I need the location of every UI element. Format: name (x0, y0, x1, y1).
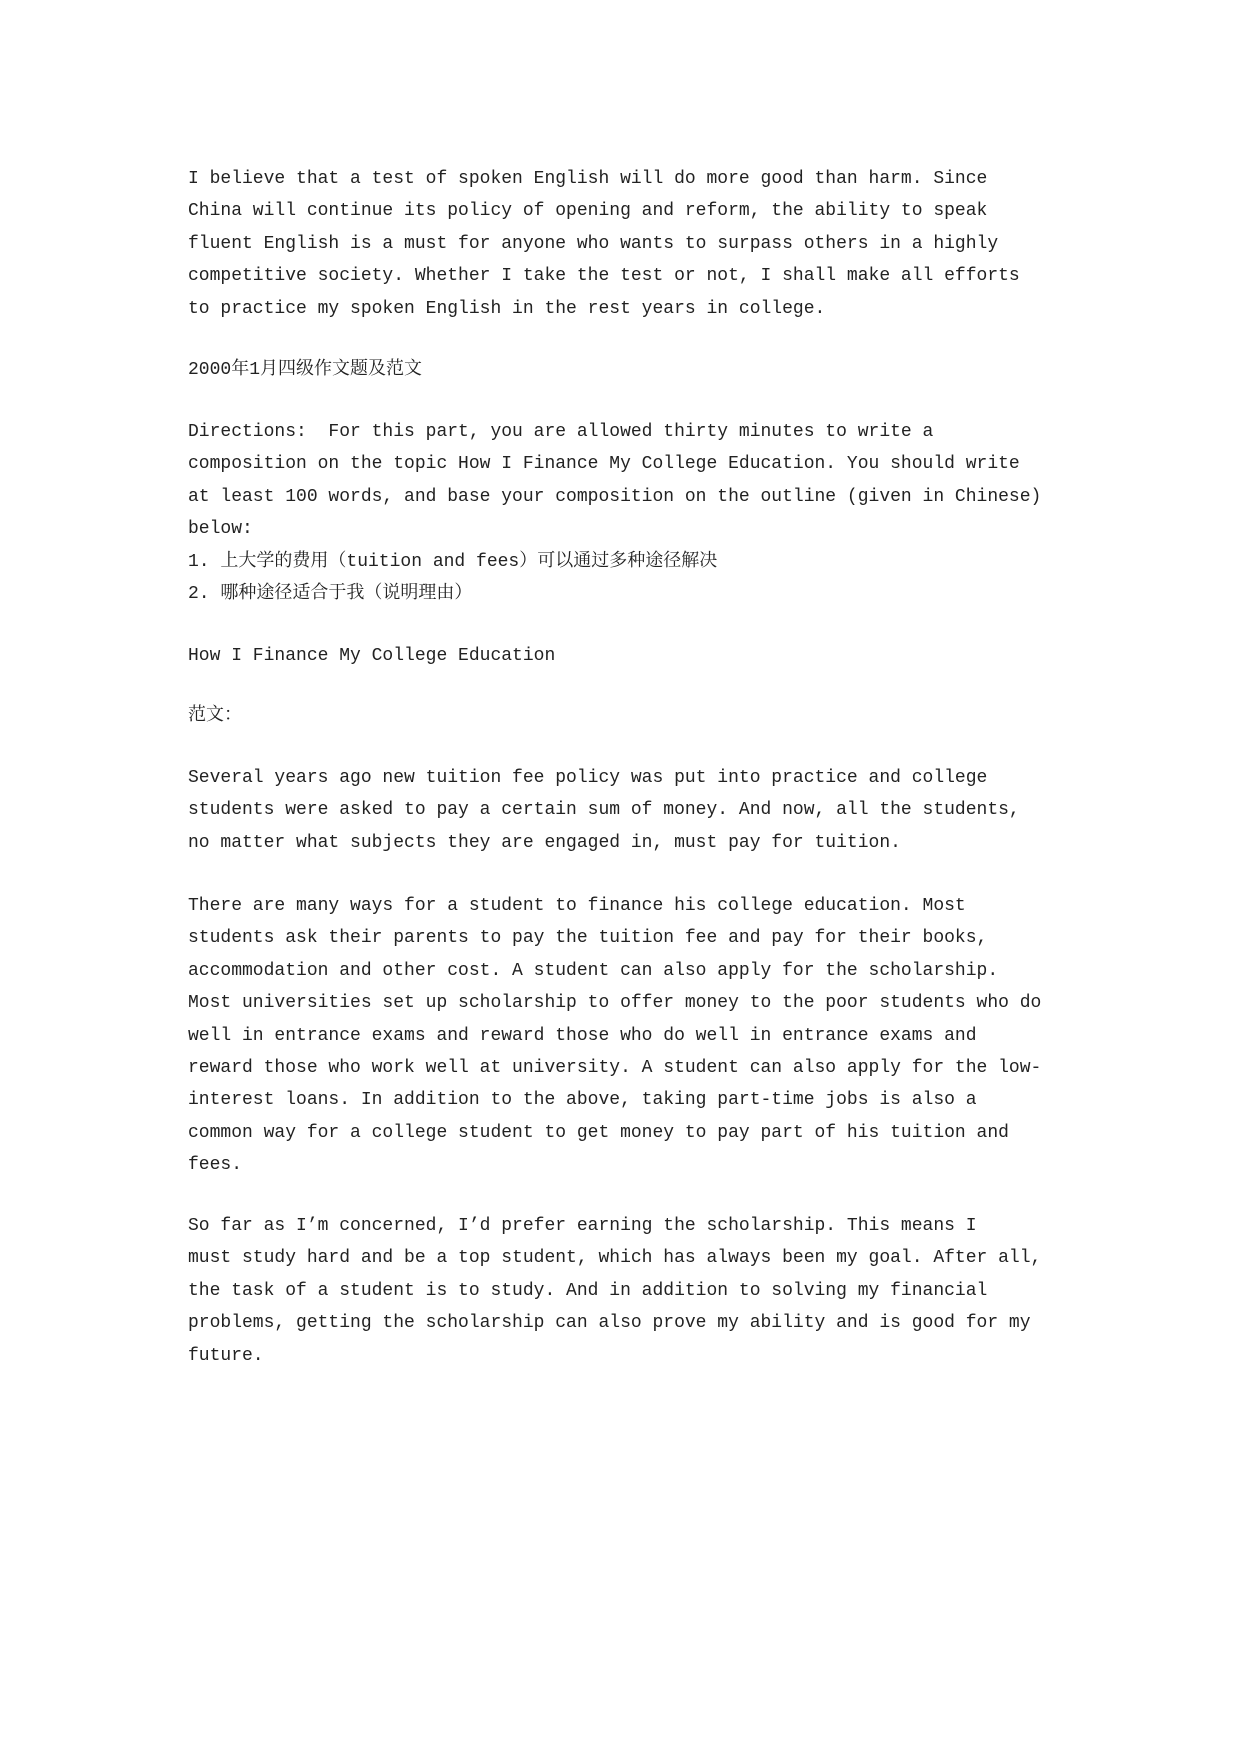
text-line: 范文： (188, 706, 242, 726)
text-line: future. (188, 1345, 264, 1366)
text-line: Directions: For this part, you are allowed thirty minutes to write a (188, 422, 934, 442)
text-line: 2000年1月四级作文题及范文 (188, 360, 423, 380)
text-line: So far as I’m concerned, I’d prefer earning the scholarship. This means I (188, 1216, 977, 1236)
text-line: no matter what subjects they are engaged in, must pay for tuition. (188, 832, 901, 853)
text-line: students ask their parents to pay the tuition fee and pay for their books, (188, 928, 988, 949)
text-line: competitive society. Whether I take the test or not, I shall make all efforts (188, 266, 1020, 287)
directions (188, 416, 1088, 610)
text-line: interest loans. In addition to the above, taking part-time jobs is also a (188, 1090, 977, 1111)
text-line: the task of a student is to study. And in addition to solving my financial (188, 1280, 988, 1301)
essay-paragraph-2 (188, 890, 1088, 1182)
text-line: How I Finance My College Education (188, 646, 556, 666)
text-line: below: (188, 519, 253, 540)
text-line: students were asked to pay a certain sum of money. And now, all the students, (188, 800, 1020, 821)
text-line: Several years ago new tuition fee policy was put into practice and college (188, 768, 988, 788)
essay-paragraph-1 (188, 762, 1088, 859)
text-line: composition on the topic How I Finance My College Education. You should write (188, 454, 1020, 475)
text-line: must study hard and be a top student, which has always been my goal. After all, (188, 1248, 1042, 1269)
essay-paragraph-3 (188, 1210, 1088, 1372)
sample-label (188, 700, 1088, 732)
text-line: China will continue its policy of opening and reform, the ability to speak (188, 201, 988, 222)
text-line: well in entrance exams and reward those who do well in entrance exams and (188, 1025, 977, 1046)
text-line: 1. 上大学的费用（tuition and fees）可以通过多种途径解决 (188, 551, 718, 572)
text-line: fees. (188, 1155, 243, 1176)
text-line: Most universities set up scholarship to offer money to the poor students who do (188, 993, 1042, 1014)
text-line: common way for a college student to get money to pay part of his tuition and (188, 1122, 1009, 1143)
text-line: There are many ways for a student to finance his college education. Most (188, 896, 966, 916)
text-line: 2. 哪种途径适合于我（说明理由） (188, 583, 473, 604)
text-line: at least 100 words, and base your composition on the outline (given in Chinese) (188, 486, 1042, 507)
essay-title (188, 640, 1088, 672)
text-line: accommodation and other cost. A student can also apply for the scholarship. (188, 960, 999, 981)
text-line: fluent English is a must for anyone who wants to surpass others in a highly (188, 233, 999, 254)
text-line: to practice my spoken English in the rest years in college. (188, 298, 826, 319)
text-line: I believe that a test of spoken English will do more good than harm. Since (188, 169, 988, 189)
section-heading (188, 354, 1088, 386)
conclusion-previous (188, 163, 1088, 325)
text-line: problems, getting the scholarship can also prove my ability and is good for my (188, 1313, 1031, 1334)
text-line: reward those who work well at university. A student can also apply for the low- (188, 1057, 1042, 1078)
